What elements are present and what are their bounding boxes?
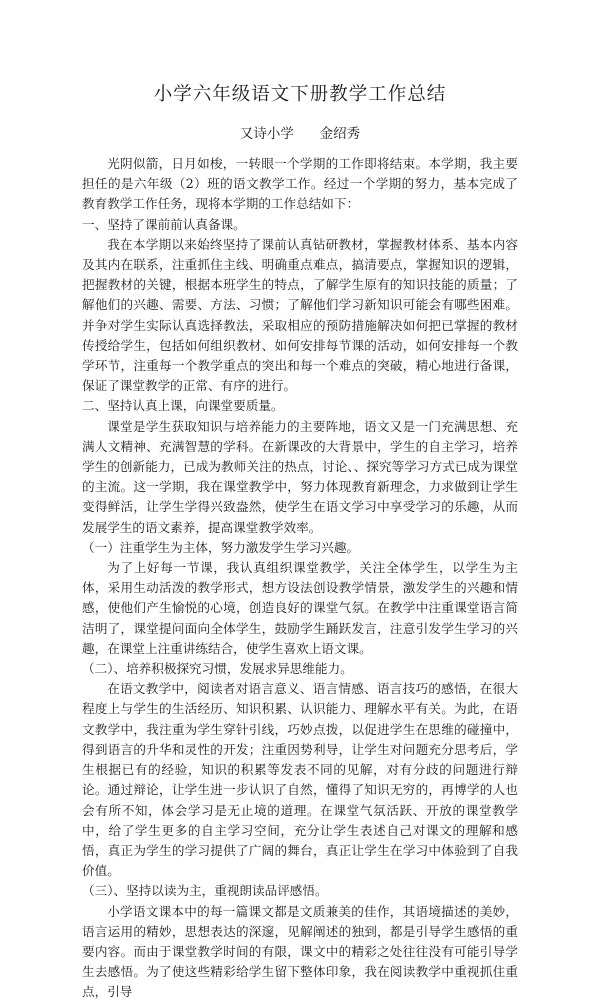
intro-paragraph: 光阴似箭，日月如梭，一转眼一个学期的工作即将结束。本学期，我主要担任的是六年级（2）班的语文教学工作。经过一个学期的努力，基本完成了教育教学工作任务，现将本学期的工作总结如下： — [82, 156, 518, 212]
document-byline: 又诗小学 金绍秀 — [239, 126, 361, 142]
document-title: 小学六年级语文下册教学工作总结 — [153, 84, 447, 105]
paragraph-preparation: 我在本学期以来始终坚持了课前认真钻研教材，掌握教材体系、基本内容及其内在联系，注重抓住主线、明确重点难点，搞清要点，掌握知识的逻辑，把握教材的关键，根据本班学生的特点，了解学生原有的知识技能的质量；了解他们的兴趣、需要、方法、习惯；了解他们学习新知识可能会有哪些困难。并争对学生实际认真选择教法，采取相应的预防措施解决如何把已掌握的教材传授给学生，包括如何组织教材、如何安排每节课的活动，如何安排每一个教学环节，注重每一个教学重点的突出和每一个难点的突破，精心地进行备课，保证了课堂教学的正常、有序的进行。 — [82, 236, 518, 394]
subsection-heading-1: （一）注重学生为主体，努力激发学生学习兴趣。 — [82, 539, 360, 555]
subsection-heading-2: （二）、培养积极探究习惯，发展求异思维能力。 — [82, 661, 353, 677]
subsection-heading-3: （三）、坚持以读为主，重视朗读品评感悟。 — [82, 883, 328, 899]
section-heading-1: 一、坚持了课前前认真备课。 — [82, 216, 246, 232]
paragraph-inquiry: 在语文教学中，阅读者对语言意义、语言情感、语言技巧的感悟，在很大程度上与学生的生活经历、知识积累、认识能力、理解水平有关。为此，在语文教学中，我注重为学生穿针引线，巧妙点拨，以促进学生在思维的碰撞中，得到语言的升华和灵性的开发；注重因势利导，让学生对问题充分思考后，学生根据已有的经验，知识的积累等发表不同的见解，对有分歧的问题进行辩论。通过辩论，让学生进一步认识了自然，懂得了知识无穷的，再博学的人也会有所不知，体会学习是无止境的道理。在课堂气氛活跃、开放的课堂教学中，给了学生更多的自主学习空间，充分让学生表述自己对课文的理解和感悟，真正为学生的学习提供了广阔的舞台，真正让学生在学习中体验到了自我价值。 — [82, 681, 518, 879]
document-body — [82, 154, 518, 1003]
paragraph-classroom: 课堂是学生获取知识与培养能力的主要阵地，语文又是一门充满思想、充满人文精神、充满智慧的学科。在新课改的大背景中，学生的自主学习，培养学生的创新能力，已成为教师关注的热点，讨论、、探究等学习方式已成为课堂的主流。这一学期，我在课堂教学中，努力体现教育新理念，力求做到让学生变得鲜活，让学生学得兴致盎然，使学生在语文学习中享受学习的乐趣，从而发展学生的语文素养，提高课堂教学效率。 — [82, 418, 518, 535]
paragraph-reading: 小学语文课本中的每一篇课文都是文质兼美的佳作，其语境描述的美妙，语言运用的精妙，思想表达的深邃，见解阐述的独到，都是引导学生感悟的重要内容。而由于课堂教学时间的有限，课文中的精彩之处往往没有可能引导学生去感悟。为了使这些精彩给学生留下整体印象，我在阅读教学中重视抓住重点，引导 — [82, 903, 518, 1000]
paragraph-interest: 为了上好每一节课，我认真组织课堂教学，关注全体学生，以学生为主体，采用生动活泼的教学形式，想方设法创设教学情景，激发学生的兴趣和情感，使他们产生愉悦的心境，创造良好的课堂气氛。在教学中注重课堂语言简洁明了，课堂提问面向全体学生，鼓励学生踊跃发言，注意引发学生学习的兴趣，在课堂上注重讲练结合，使学生喜欢上语文课。 — [82, 560, 518, 656]
section-heading-2: 二、坚持认真上课，向课堂要质量。 — [82, 398, 284, 414]
